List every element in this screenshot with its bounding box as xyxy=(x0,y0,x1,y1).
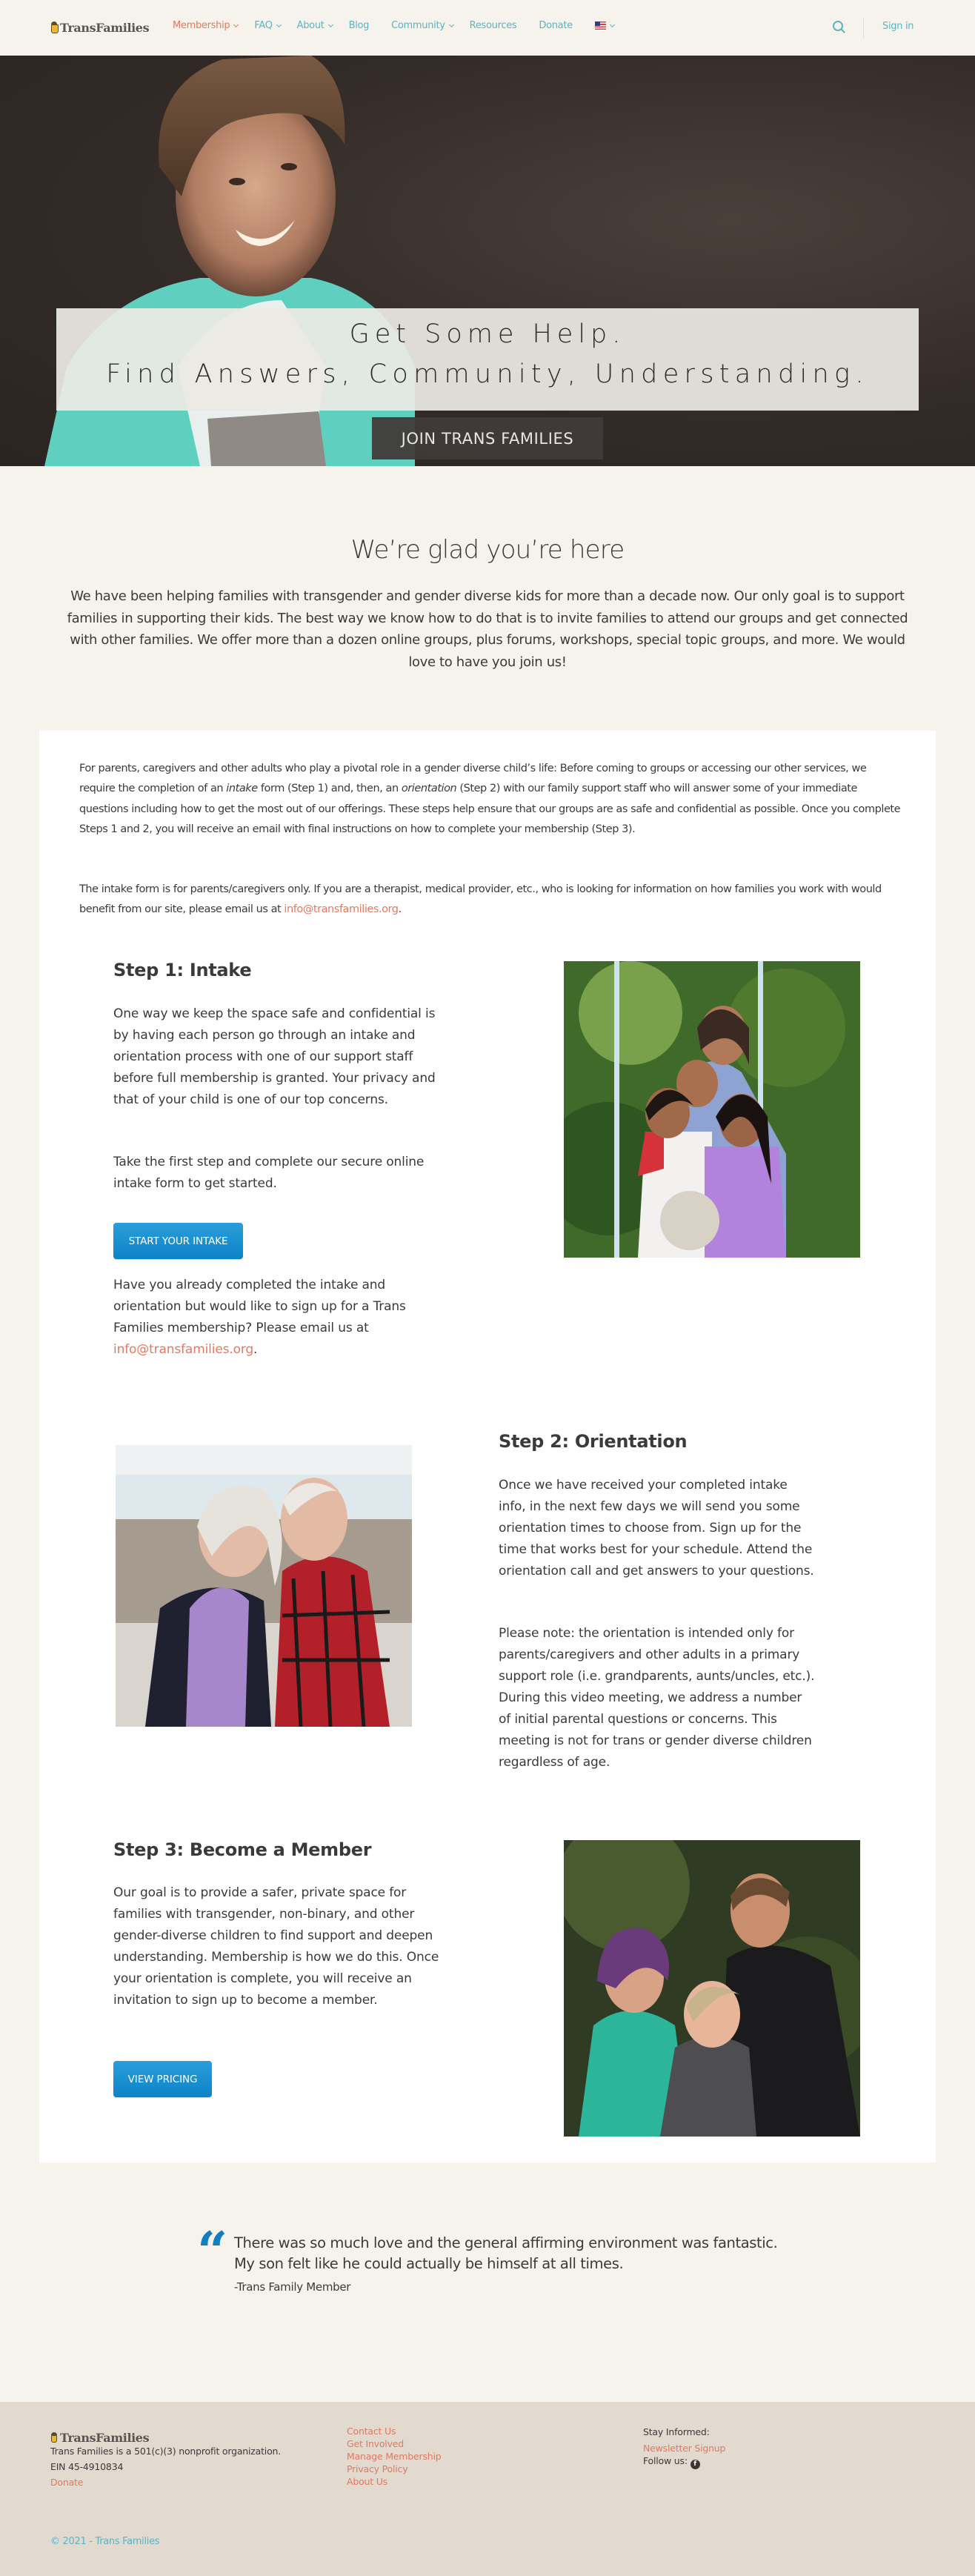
nav-item-resources[interactable] xyxy=(470,20,517,31)
step3-body: Our goal is to provide a safer, private space for families with transgender, non-binary, and other gender-diverse children to find support and deepen understanding. Membership is how we do this. Once your orientation is complete, you will receive an invitation to sign up to become a member. xyxy=(113,1885,439,2008)
us-flag-icon xyxy=(595,21,606,30)
chevron-down-icon xyxy=(328,21,333,27)
footer-link-about-us[interactable]: About Us xyxy=(347,2476,387,2487)
chevron-down-icon xyxy=(276,21,282,27)
text: For parents, caregivers and other adults who play a pivotal role in a gender diverse child’s life: Before coming to groups or accessing our other services, we require the completion of an xyxy=(79,763,867,795)
testimonial-quote: There was so much love and the general affirming environment was fantastic. My son felt like he could actually be himself at all times. xyxy=(234,2234,778,2272)
join-trans-families-button[interactable]: JOIN TRANS FAMILIES xyxy=(372,417,603,459)
professional-notice-paragraph xyxy=(79,880,902,920)
logo-text: TransFamilies xyxy=(60,20,150,35)
lamp-icon xyxy=(50,21,58,33)
footer-logo[interactable] xyxy=(50,2431,149,2445)
step2-note: Please note: the orientation is intended only for parents/caregivers and other adults in a primary support role (i.e. grandparents, aunts/uncles, etc.). During this video meeting, we address a number of initial parental questions or concerns. This meeting is not for trans or gender diverse children regardless of age. xyxy=(499,1626,815,1770)
footer-link-privacy-policy[interactable]: Privacy Policy xyxy=(347,2463,408,2474)
nav-label: Community xyxy=(391,20,445,31)
hero-banner xyxy=(0,56,975,466)
photo-older-couple-at-beach xyxy=(116,1445,412,1727)
footer-ein: EIN 45-4910834 xyxy=(50,2461,124,2472)
intro-body: We have been helping families with transgender and gender diverse kids for more than a decade now. Our only goal is to support families in supporting their kids. The best way we know how to do that is to invite families to attend our groups and get connected with other families. We offer more than a dozen online groups, plus forums, workshops, special topic groups, and more. We would love to have you join us! xyxy=(67,588,908,670)
text: . xyxy=(253,1342,258,1357)
nav-item-donate[interactable] xyxy=(539,20,572,31)
nav-item-about[interactable] xyxy=(297,20,333,31)
email-link[interactable]: info@transfamilies.org xyxy=(113,1342,254,1357)
site-logo[interactable] xyxy=(50,19,149,36)
language-selector[interactable] xyxy=(595,21,614,30)
nav-item-faq[interactable] xyxy=(254,20,280,31)
hero-tagline-panel xyxy=(56,308,919,411)
chevron-down-icon xyxy=(449,21,454,27)
italic-orientation: orientation xyxy=(401,783,457,795)
nav-label: Donate xyxy=(539,20,573,31)
text: . xyxy=(398,903,402,916)
footer-logo-text: TransFamilies xyxy=(60,2431,150,2445)
quote-icon: “ xyxy=(197,2220,228,2283)
hero-heading-line1: Get Some Help. xyxy=(349,319,626,349)
text: The intake form is for parents/caregivers only. If you are a therapist, medical provider, etc., who is looking for information on how families you work with would benefit from our site, please email us at xyxy=(79,883,882,916)
intro-title: We’re glad you’re here xyxy=(350,535,625,565)
nav-item-membership[interactable] xyxy=(173,20,238,31)
photo-family-hugging xyxy=(564,1840,860,2137)
footer-link-get-involved[interactable]: Get Involved xyxy=(347,2438,405,2449)
chevron-down-icon xyxy=(233,21,239,27)
nav-item-community[interactable] xyxy=(391,20,453,31)
footer-link-manage-membership[interactable]: Manage Membership xyxy=(347,2451,442,2462)
copyright: © 2021 - Trans Families xyxy=(50,2536,160,2547)
follow-us-label: Follow us: xyxy=(643,2455,688,2466)
footer-donate-link[interactable]: Donate xyxy=(50,2477,84,2488)
nav-label: Membership xyxy=(173,20,230,31)
start-intake-button[interactable]: START YOUR INTAKE xyxy=(113,1223,243,1259)
top-navigation xyxy=(0,0,975,56)
step1-body: One way we keep the space safe and confidential is by having each person go through an intake and orientation process with one of our support staff before full membership is granted. Your privacy and that of your child is one of our top concerns. xyxy=(113,1006,436,1107)
footer-org-line: Trans Families is a 501(c)(3) nonprofit organization. xyxy=(50,2446,282,2457)
photo-family-on-swing xyxy=(564,961,860,1258)
step3-title: Step 3: Become a Member xyxy=(113,1839,372,1860)
testimonial-author: -Trans Family Member xyxy=(234,2280,351,2294)
search-button[interactable] xyxy=(833,21,846,34)
requirements-paragraph xyxy=(79,759,902,840)
nav-label: About xyxy=(296,20,325,31)
lamp-icon xyxy=(50,2432,58,2444)
nav-label: Blog xyxy=(348,20,370,31)
main-menu xyxy=(173,20,630,31)
newsletter-signup-link[interactable]: Newsletter Signup xyxy=(643,2443,726,2454)
search-icon-handle xyxy=(841,29,845,33)
hero-heading-line2: Find Answers, Community, Understanding. xyxy=(106,359,869,389)
text: (Step 2) with our family support staff who will answer some of your immediate questions including how to get the most out of our offerings. These steps help ensure that our groups are as safe and confidential as possible. Once you complete Steps 1 and 2, you will receive an email with final instructions on how to complete your membership (Step 3). xyxy=(79,783,901,835)
nav-divider xyxy=(863,18,864,39)
view-pricing-button[interactable]: VIEW PRICING xyxy=(113,2061,212,2097)
site-footer xyxy=(0,2402,975,2576)
italic-intake: intake xyxy=(226,783,258,795)
step2-body: Once we have received your completed intake info, in the next few days we will send you some orientation times to choose from. Sign up for the time that works best for your schedule. Attend the orientation call and get answers to your questions. xyxy=(499,1478,814,1579)
step1-followup xyxy=(113,1275,439,1361)
stay-informed-label: Stay Informed: xyxy=(643,2426,710,2437)
email-link[interactable]: info@transfamilies.org xyxy=(284,903,399,916)
nav-label: FAQ xyxy=(254,20,273,31)
step1-body2: Take the first step and complete our secure online intake form to get started. xyxy=(113,1155,425,1191)
follow-us-row xyxy=(643,2455,700,2469)
sign-in-link[interactable]: Sign in xyxy=(882,21,914,32)
text: form (Step 1) and, then, an xyxy=(257,783,402,795)
footer-link-contact-us[interactable]: Contact Us xyxy=(347,2426,396,2437)
chevron-down-icon xyxy=(610,21,615,27)
nav-label: Resources xyxy=(469,20,517,31)
nav-item-blog[interactable] xyxy=(349,20,370,31)
step2-title: Step 2: Orientation xyxy=(499,1431,688,1452)
facebook-icon[interactable]: f xyxy=(691,2460,700,2469)
text: Have you already completed the intake and orientation but would like to sign up for a Trans Families membership? Please email us at xyxy=(113,1278,406,1335)
step1-title: Step 1: Intake xyxy=(113,960,252,980)
